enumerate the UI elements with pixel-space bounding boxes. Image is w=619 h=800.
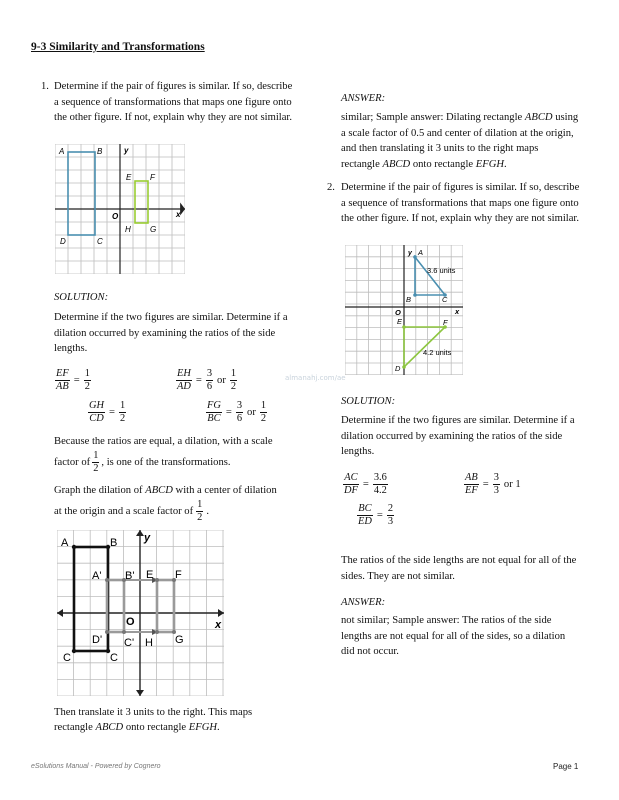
q2-label-42-units: 4.2 units xyxy=(423,348,452,357)
q1-text: Determine if the pair of figures is similar. If so, describe a sequence of transformations that maps one figure onto the other figure. If not, explain why they are not similar. xyxy=(54,81,293,123)
q1-r1-den: AB xyxy=(56,381,69,392)
q1-label-e: E xyxy=(126,173,132,182)
q1-dilation-label-g: G xyxy=(175,634,184,646)
q1-dilation-x-arrow-left xyxy=(57,609,63,617)
q1-label-b: B xyxy=(97,147,103,156)
q1-r2-oden: 2 xyxy=(230,381,237,392)
q1-r2-vden: 6 xyxy=(206,381,213,392)
q1-r4-den: BC xyxy=(207,413,221,424)
q2-label-a: A xyxy=(418,248,424,257)
q1-ratio-ef-ab: $\frac{EF}{AB}$ = $\frac{1}{2}$ xyxy=(56,368,90,392)
q1-label-f: F xyxy=(150,173,155,182)
q1-number: 1. xyxy=(41,81,49,92)
q2-text: Determine if the pair of figures is similar. If so, describe a sequence of transformations that maps one figure onto the other figure. If not, explain why they are not similar. xyxy=(341,182,580,224)
q2-r2-num: AB xyxy=(465,472,478,483)
q2-number: 2. xyxy=(327,182,335,193)
a1-text-a: similar; Sample answer: Dilating rectangle xyxy=(341,112,523,123)
q1-r4-vden: 6 xyxy=(236,413,243,424)
q2-label-f: F xyxy=(443,318,448,327)
q1-graph-den: 2 xyxy=(197,512,203,523)
q2-label-36-units: 3.6 units xyxy=(427,266,456,275)
q2-label-o: O xyxy=(395,308,401,317)
q2-r2-or: or 1 xyxy=(503,479,521,490)
q1-label-d: D xyxy=(60,237,66,246)
q1-r2-num: EH xyxy=(177,368,191,379)
q2-r3-vnum: 2 xyxy=(387,503,394,514)
q1-dilation-label-y: y xyxy=(144,532,151,544)
q2-ratio-bc-ed: $\frac{BC}{ED}$ = $\frac{2}{3}$ xyxy=(358,503,394,527)
a1-efgh: EFGH xyxy=(475,158,505,170)
q1-r2-or: or xyxy=(217,375,226,386)
q1-dilation-rect-image xyxy=(107,580,124,632)
a1-text xyxy=(341,110,579,172)
q1-graph-line2 xyxy=(54,499,209,524)
q1-because-den: 2 xyxy=(93,463,99,474)
q2-r2-vnum: 3 xyxy=(493,472,499,483)
q1-dilation-rect-efgh xyxy=(157,580,174,632)
q1-dilation-label-o: O xyxy=(126,616,135,628)
q1-dilation-label-c2: C xyxy=(110,652,118,664)
q2-r3-vden: 3 xyxy=(387,516,394,527)
a1-text-d: . xyxy=(504,158,507,170)
q1-graph-d: . xyxy=(206,506,209,517)
footer-credit: eSolutions Manual - Powered by Cognero xyxy=(31,763,161,770)
q1-ratio-fg-bc: $\frac{FG}{BC}$ = $\frac{3}{6}$ or $\frac{1}{2}$ xyxy=(207,400,267,424)
q1-dilation-label-c-prime: C' xyxy=(124,637,135,649)
q2-label-b: B xyxy=(406,295,412,304)
q2-ratio-ac-df: $\frac{AC}{DF}$ = $\frac{3.6}{4.2}$ xyxy=(344,472,387,496)
q2-r3-num: BC xyxy=(358,503,372,514)
q2-conclusion: The ratios of the side lengths are not equal for all of the sides. They are not similar. xyxy=(341,555,577,582)
q1-label-a: A xyxy=(59,147,65,156)
q2-r2-vden: 3 xyxy=(493,485,499,496)
q1-rect-abcd xyxy=(68,152,95,235)
q1-dilation-label-c1: C xyxy=(63,652,71,664)
q1-graph-num: 1 xyxy=(197,499,203,510)
q2-r1-num: AC xyxy=(344,472,358,483)
q1-dilation-vertices xyxy=(72,545,110,653)
footer-page-number: Page 1 xyxy=(553,762,579,771)
q1-because-line2 xyxy=(54,450,231,475)
q1-then-b: rectangle xyxy=(54,722,93,733)
q2-r2-den: EF xyxy=(465,485,478,496)
q2-solution-label: SOLUTION: xyxy=(341,396,396,407)
page-title: 9-3 Similarity and Transformations xyxy=(31,41,205,53)
q2-ratio-ab-ef: $\frac{AB}{EF}$ = $\frac{3}{3}$ or 1 xyxy=(465,472,521,496)
q1-r3-num: GH xyxy=(89,400,105,411)
q1-then-efgh: EFGH xyxy=(188,722,218,733)
q2-label-e: E xyxy=(397,317,403,326)
q1-dilation-graph xyxy=(57,530,224,696)
q1-label-g: G xyxy=(150,225,157,234)
q1-dilation-label-d-prime: D' xyxy=(92,634,103,646)
q2-solution-text: Determine if the two figures are similar. Determine if a dilation occurred by examining the ratios of the side lengths. xyxy=(341,415,575,457)
q1-dilation-label-b: B xyxy=(110,537,118,549)
a1-label: ANSWER: xyxy=(341,93,386,104)
q1-x-arrow xyxy=(180,203,185,216)
q1-label-y: y xyxy=(124,146,129,155)
q2-triangle-abc xyxy=(415,257,445,295)
q1-r1-vden: 2 xyxy=(84,381,90,392)
q1-r4-oden: 2 xyxy=(260,413,267,424)
q1-r4-onum: 1 xyxy=(260,400,267,411)
q1-then-d: . xyxy=(217,722,220,733)
q2-r1-den: DF xyxy=(344,485,358,496)
q2-label-y: y xyxy=(408,250,412,257)
q1-dilation-y-arrow-down xyxy=(136,690,144,696)
q1-graph-a: Graph the dilation of xyxy=(54,485,143,496)
q1-dilation-label-e: E xyxy=(146,569,154,581)
q1-r1-num: EF xyxy=(56,368,69,379)
q1-graph-line1 xyxy=(54,483,304,499)
q2-r3-den: ED xyxy=(358,516,372,527)
q1-dilation-label-x: x xyxy=(215,619,222,631)
q1-dilation-label-b-prime: B' xyxy=(125,570,135,582)
q1-dilation-label-a: A xyxy=(61,537,69,549)
q1-ratio-gh-cd: $\frac{GH}{CD}$ = $\frac{1}{2}$ xyxy=(89,400,126,424)
a1-text-b: using a scale factor of 0.5 and center of dilation at the origin, and then translating it 3 units to the right maps rectangle xyxy=(341,112,579,170)
q1-then-c: onto rectangle xyxy=(125,722,187,733)
q1-r2-onum: 1 xyxy=(230,368,237,379)
q2-answer-label: ANSWER: xyxy=(341,597,386,608)
q2-label-x: x xyxy=(455,307,460,316)
q1-then-line2 xyxy=(54,720,304,736)
a1-abcd2: ABCD xyxy=(382,158,411,170)
q2-label-d: D xyxy=(395,364,401,373)
q1-ratio-eh-ad: $\frac{EH}{AD}$ = $\frac{3}{6}$ or $\frac{1}{2}$ xyxy=(177,368,237,392)
watermark: almanahj.com/ae xyxy=(285,374,346,382)
q2-triangle-def xyxy=(404,327,445,367)
a1-abcd: ABCD xyxy=(524,112,553,123)
a1-text-c: onto rectangle xyxy=(412,158,474,170)
q2-graph xyxy=(345,245,463,375)
q1-graph-c: at the origin and a scale factor of xyxy=(54,506,194,517)
q1-r4-or: or xyxy=(247,407,256,418)
q1-label-x: x xyxy=(176,210,181,219)
q1-because-b: factor of xyxy=(54,457,91,468)
q1-r4-num: FG xyxy=(207,400,221,411)
q2-answer-text: not similar; Sample answer: The ratios of the side lengths are not equal for all of the sides, so a dilation did not occur. xyxy=(341,615,566,657)
q1-r3-vden: 2 xyxy=(120,413,126,424)
q1-then-abcd: ABCD xyxy=(95,722,124,733)
q1-r2-vnum: 3 xyxy=(206,368,213,379)
q1-label-h: H xyxy=(125,225,131,234)
q2-r1-vden: 4.2 xyxy=(373,485,387,496)
q1-label-c: C xyxy=(97,237,103,246)
q2-label-c: C xyxy=(442,295,448,304)
q1-solution-text: Determine if the two figures are similar. Determine if a dilation occurred by examining the ratios of the side lengths. xyxy=(54,312,288,354)
q1-r3-den: CD xyxy=(89,413,104,424)
q1-r3-vnum: 1 xyxy=(120,400,126,411)
q1-graph xyxy=(55,144,185,274)
q1-dilation-label-h: H xyxy=(145,637,153,649)
q1-r1-vnum: 1 xyxy=(84,368,90,379)
q1-dilation-y-arrow-up xyxy=(136,530,144,536)
q1-graph-b: with a center of dilation xyxy=(175,485,277,496)
q1-r4-vnum: 3 xyxy=(236,400,243,411)
q1-label-o: O xyxy=(112,212,119,221)
q1-r2-den: AD xyxy=(177,381,191,392)
q1-dilation-label-a-prime: A' xyxy=(92,570,102,582)
q1-solution-label: SOLUTION: xyxy=(54,292,109,303)
q1-because-line1: Because the ratios are equal, a dilation, with a scale xyxy=(54,436,273,447)
q1-graph-abcd: ABCD xyxy=(145,485,173,496)
q1-dilation-label-f: F xyxy=(175,569,182,581)
q1-because-c: , is one of the transformations. xyxy=(101,457,231,468)
q1-then-line1: Then translate it 3 units to the right. This maps xyxy=(54,707,253,718)
q2-r1-vnum: 3.6 xyxy=(373,472,387,483)
q1-because-num: 1 xyxy=(93,450,99,461)
q1-dilation-rect-abcd xyxy=(74,547,108,651)
